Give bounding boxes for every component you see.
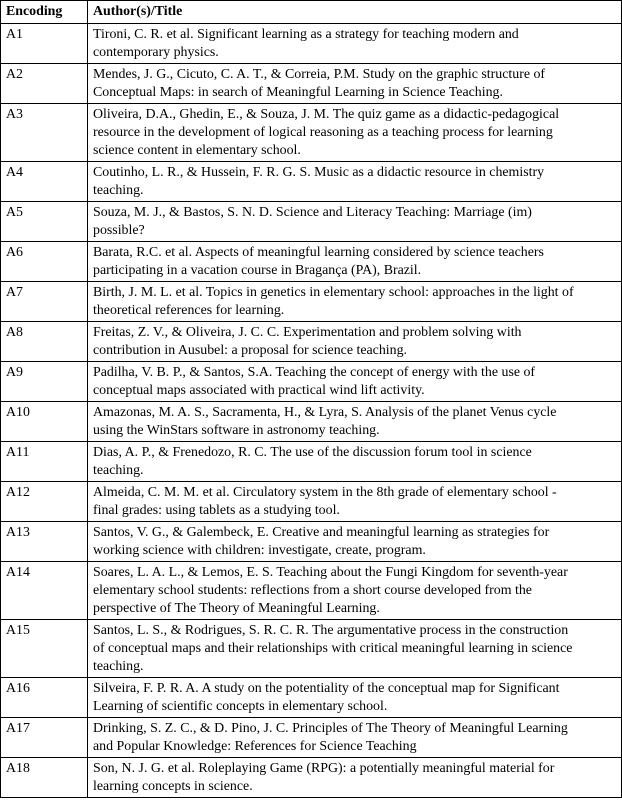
encoding-cell: A11 — [1, 442, 88, 482]
reference-line: elementary school students: reflections from a short course developed from the — [93, 583, 532, 598]
reference-cell — [88, 202, 622, 242]
encoding-cell: A17 — [1, 718, 88, 758]
reference-line: conceptual maps associated with practical wind lift activity. — [93, 383, 425, 398]
reference-line: Amazonas, M. A. S., Sacramenta, H., & Lyra, S. Analysis of the planet Venus cycle — [93, 405, 557, 420]
reference-line: Silveira, F. P. R. A. A study on the potentiality of the conceptual map for Significant — [93, 681, 560, 696]
reference-line: Santos, L. S., & Rodrigues, S. R. C. R. The argumentative process in the construction — [93, 623, 569, 638]
table-body — [1, 24, 622, 798]
reference-line: teaching. — [93, 183, 144, 198]
reference-line: Freitas, Z. V., & Oliveira, J. C. C. Experimentation and problem solving with — [93, 325, 522, 340]
table-row — [1, 718, 622, 758]
reference-cell — [88, 362, 622, 402]
table-row — [1, 104, 622, 162]
reference-line: final grades: using tablets as a studying tool. — [93, 503, 340, 518]
table-row — [1, 442, 622, 482]
encoding-cell: A9 — [1, 362, 88, 402]
encoding-header: Encoding — [1, 1, 88, 24]
encoding-cell: A1 — [1, 24, 88, 64]
reference-line: Santos, V. G., & Galembeck, E. Creative and meaningful learning as strategies for — [93, 525, 550, 540]
reference-line: science content in elementary school. — [93, 143, 301, 158]
reference-cell — [88, 678, 622, 718]
table-row — [1, 282, 622, 322]
reference-line: teaching. — [93, 659, 144, 674]
reference-cell — [88, 162, 622, 202]
table-row — [1, 162, 622, 202]
reference-cell — [88, 64, 622, 104]
reference-line: Birth, J. M. L. et al. Topics in genetics in elementary school: approaches in the light of — [93, 285, 574, 300]
table-row — [1, 64, 622, 104]
encoding-cell: A8 — [1, 322, 88, 362]
encoding-cell: A12 — [1, 482, 88, 522]
encoding-cell: A3 — [1, 104, 88, 162]
encoding-cell: A16 — [1, 678, 88, 718]
reference-line: Barata, R.C. et al. Aspects of meaningful learning considered by science teachers — [93, 245, 544, 260]
reference-line: Mendes, J. G., Cicuto, C. A. T., & Correia, P.M. Study on the graphic structure of — [93, 67, 546, 82]
reference-line: Almeida, C. M. M. et al. Circulatory system in the 8th grade of elementary school - — [93, 485, 557, 500]
table-row — [1, 482, 622, 522]
encoding-cell: A15 — [1, 620, 88, 678]
reference-cell — [88, 242, 622, 282]
reference-cell — [88, 620, 622, 678]
reference-cell — [88, 758, 622, 798]
reference-cell — [88, 402, 622, 442]
reference-line: perspective of The Theory of Meaningful Learning. — [93, 601, 380, 616]
table-row — [1, 758, 622, 798]
encoding-cell: A13 — [1, 522, 88, 562]
reference-line: Dias, A. P., & Frenedozo, R. C. The use of the discussion forum tool in science — [93, 445, 532, 460]
reference-line: Coutinho, L. R., & Hussein, F. R. G. S. Music as a didactic resource in chemistry — [93, 165, 545, 180]
reference-line: and Popular Knowledge: References for Science Teaching — [93, 739, 417, 754]
reference-line: learning concepts in science. — [93, 779, 253, 794]
reference-cell — [88, 24, 622, 64]
reference-line: contemporary physics. — [93, 45, 219, 60]
reference-cell — [88, 442, 622, 482]
reference-line: possible? — [93, 223, 145, 238]
reference-line: Soares, L. A. L., & Lemos, E. S. Teaching about the Fungi Kingdom for seventh-year — [93, 565, 568, 580]
table-row — [1, 562, 622, 620]
encoding-cell: A14 — [1, 562, 88, 620]
reference-line: resource in the development of logical reasoning as a teaching process for learning — [93, 125, 553, 140]
author-title-header: Author(s)/Title — [88, 1, 622, 24]
table-row — [1, 620, 622, 678]
table-row — [1, 362, 622, 402]
reference-line: contribution in Ausubel: a proposal for science teaching. — [93, 343, 407, 358]
reference-cell — [88, 482, 622, 522]
table-row — [1, 242, 622, 282]
reference-cell — [88, 104, 622, 162]
reference-line: of conceptual maps and their relationships with critical meaningful learning in science — [93, 641, 573, 656]
reference-cell — [88, 562, 622, 620]
reference-line: Learning of scientific concepts in elementary school. — [93, 699, 388, 714]
encoding-cell: A18 — [1, 758, 88, 798]
encoding-cell: A7 — [1, 282, 88, 322]
encoding-cell: A10 — [1, 402, 88, 442]
header-row — [1, 1, 622, 24]
reference-cell — [88, 522, 622, 562]
reference-line: participating in a vacation course in Bragança (PA), Brazil. — [93, 263, 422, 278]
table-row — [1, 24, 622, 64]
reference-line: theoretical references for learning. — [93, 303, 285, 318]
encoding-cell: A5 — [1, 202, 88, 242]
reference-line: working science with children: investigate, create, program. — [93, 543, 426, 558]
table-row — [1, 202, 622, 242]
table-row — [1, 522, 622, 562]
table-row — [1, 322, 622, 362]
table-row — [1, 678, 622, 718]
reference-line: Oliveira, D.A., Ghedin, E., & Souza, J. M. The quiz game as a didactic-pedagogical — [93, 107, 560, 122]
reference-cell — [88, 718, 622, 758]
encoding-cell: A2 — [1, 64, 88, 104]
reference-line: Souza, M. J., & Bastos, S. N. D. Science and Literacy Teaching: Marriage (im) — [93, 205, 532, 220]
reference-line: Padilha, V. B. P., & Santos, S.A. Teaching the concept of energy with the use of — [93, 365, 536, 380]
table-row — [1, 402, 622, 442]
reference-line: Tironi, C. R. et al. Significant learning as a strategy for teaching modern and — [93, 27, 519, 42]
encoding-cell: A4 — [1, 162, 88, 202]
reference-line: Son, N. J. G. et al. Roleplaying Game (RPG): a potentially meaningful material for — [93, 761, 555, 776]
reference-line: Conceptual Maps: in search of Meaningful Learning in Science Teaching. — [93, 85, 503, 100]
reference-line: Drinking, S. Z. C., & D. Pino, J. C. Principles of The Theory of Meaningful Learning — [93, 721, 568, 736]
reference-cell — [88, 282, 622, 322]
reference-line: using the WinStars software in astronomy teaching. — [93, 423, 380, 438]
reference-cell — [88, 322, 622, 362]
encoding-cell: A6 — [1, 242, 88, 282]
reference-line: teaching. — [93, 463, 144, 478]
